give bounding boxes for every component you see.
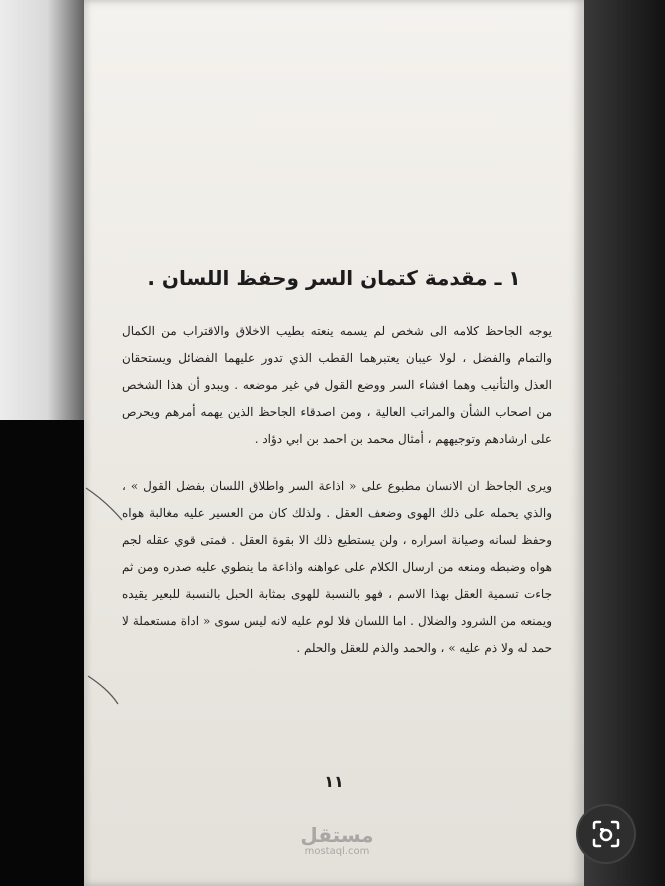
right-background-strip <box>583 0 665 886</box>
visual-search-button[interactable] <box>578 806 634 862</box>
mostaql-watermark <box>282 824 392 858</box>
book-page <box>84 0 584 886</box>
page-number: ١١ <box>324 772 344 791</box>
left-dark-region <box>0 420 86 886</box>
paragraph-2: ويرى الجاحظ ان الانسان مطبوع على « اذاعة السر واطلاق اللسان بفضل القول » ، والذي يحمله على ذلك الهوى وضعف العقل . ولذلك كان من العسير عليه مغالبة هواه وحفظ لسانه وصيانة اسراره ، ولن يستطيع ذلك الا بقوة العقل . فمتى قوي عقله لجم هواه وضبطه ومنعه من ارسال الكلام على عواهنه واذاعة ما ينطوي عليه صدره ومن ثم جاءت تسمية العقل بهذا الاسم ، فهو بالنسبة للهوى بمثابة الحبل بالنسبة للبعير يقيده ويمنعه من الشرود والضلال . اما اللسان فلا لوم عليه لانه ليس سوى « اداة مستعملة لا حمد له ولا ذم عليه » ، والحمد والذم للعقل والحلم . <box>122 479 552 655</box>
watermark-latin: mostaql.com <box>304 846 370 857</box>
watermark-arabic: مستقل <box>300 823 374 847</box>
camera-lens-icon <box>590 818 622 850</box>
chapter-title: ١ ـ مقدمة كتمان السر وحفظ اللسان . <box>147 266 521 290</box>
paragraph-1: يوجه الجاحظ كلامه الى شخص لم يسمه ينعته بطيب الاخلاق والاقتراب من الكمال والتمام والفضل ، لولا عيبان يعتبرهما القطب الذي تدور عليهما الفضائل ويستحقان العذل والتأنيب وهما افشاء السر ووضع القول في غير موضعه . ويبدو أن هذا الشخص من اصحاب الشأن والمراتب العالية ، ومن اصدقاء الجاحظ الذين يهمه أمرهم ويحرص على ارشادهم وتوجيههم ، أمثال محمد بن احمد بن ابي دؤاد . <box>122 324 552 446</box>
left-background-strip <box>0 0 86 886</box>
page-body-text <box>122 318 552 662</box>
